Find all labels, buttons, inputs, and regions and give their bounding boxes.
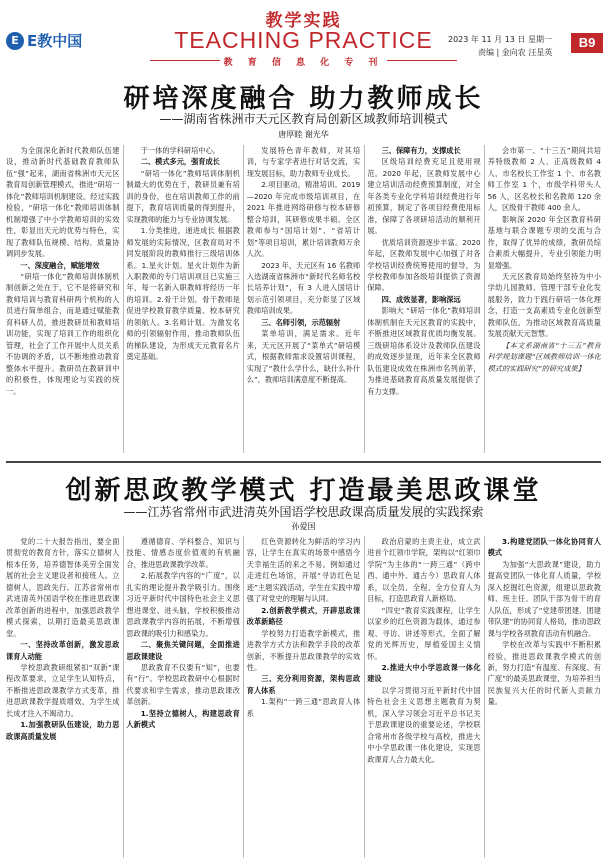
section-heading: 三、名师引领，示范辐射 <box>261 317 341 327</box>
column-rule <box>364 536 365 858</box>
section-heading: 四、成效显著，影响深远 <box>381 294 461 304</box>
paragraph: 影响深 2020 年全区教育科研基地与联合课题专项的交流与合作，取得了优异的成绩，教研员综合素质大幅提升，专业引领能力明显增强。 <box>487 214 601 270</box>
paragraph: 学校努力打造教学新模式，推进教学方式方法和教学手段的改革创新，不断提升思政课教学的实效性。 <box>246 628 361 672</box>
column-rule <box>484 536 485 858</box>
article1-column-4 <box>367 145 480 453</box>
article1-column-3 <box>247 145 360 453</box>
column-rule <box>243 536 244 858</box>
section-heading: 一、深度融合，赋能增效 <box>20 260 100 270</box>
paragraph: 2.拓展教学内容的“广度”，以扎实的理论提升教学吸引力。围绕习近平新时代中国特色社会主义思想进课堂、进头脑，学校积极推动思政课教学内容的拓展，不断增强思政课的吸引力和感染力。 <box>126 571 240 638</box>
paragraph: “研培一体化”教师培训体制机制最大的优势在于，教研员兼有培训的身份，也在培训教师工作的前提下，教育培训质量的得到提升，实现教师的能力与专业协调发展。 <box>126 168 240 224</box>
section-heading: 3.构建党团队一体化协同育人模式 <box>487 537 601 558</box>
page-number-badge: B9 <box>571 33 603 53</box>
column-rule <box>123 536 124 858</box>
article1-column-2 <box>126 145 239 453</box>
paragraph: 为全面深化新时代教师队伍建设，推动新时代基础教育教师队伍“强”起来，湖南省株洲市天元区教育局创新管理模式，推进“研培一体化”教师培训机制建设。经过实践检验，“研培一体化”教师培训体制机制增强了中小学教师培训的实效性，彰显出天元的优势与特色，实现了教师队伍规模、结构、质量协调同步发展。 <box>6 146 120 259</box>
column-rule <box>243 145 244 453</box>
paragraph: 优质培训资源逐步丰富。2020 年起，区教师发展中心加强了对各学校培训经费统筹使用的督导，为学校教师参加各级培训提供了资源保障。 <box>367 237 481 293</box>
paragraph: 1.分类推进，递进成长 根据教师发展的实际情况，区教育局对不同发展阶段的教师推行三级培训体系。1.星火计划。星火计划作为新入职教师的专门培训项目已实施三年，每一名新入职教师将经历一年的培训。2.骨干计划。骨干教师是促进学校教育教学质量、校本研究的领航人。3.名师计划。为激发名师的引领辐射作用，推动教师队伍的梯队建设，为形成天元教育名片奠定基础。 <box>126 226 240 362</box>
section-title-cn: 教学实践 <box>265 11 342 31</box>
article2-column-4 <box>367 536 480 858</box>
paragraph: “研培一体化”教师培训体制机制创新之处在于，它不是将研究和教师培训与教育科研两个机构的人员进行简单组合，而是通过赋能教育科研人员，推进教研员和教师培训功能，实现了培训工作的组织化管理，社会了工作开展中人员关系不协调的矛盾，以不断地推动教育整体水平提升。教研员在教研训中的积极性，体现理论与实践的统一。 <box>6 271 120 396</box>
paragraph: 于一体的学科研培中心。 <box>140 146 220 155</box>
section-heading: 1.加强教研队伍建设，助力思政课高质量发展 <box>6 720 120 741</box>
section-heading: 二、模式多元，强育成长 <box>140 157 220 167</box>
paragraph: 【本文系湖南省“十三五”教育科学规划课题“区域教师培训一体化模式的实践研究”的研究成果】 <box>487 340 601 373</box>
paragraph: 发展特色青年教师，对其培训，与专家学者进行对话交流，实现发展目标，助力教师专业成长。 <box>246 146 361 178</box>
article1-title: 研培深度融合 助力教师成长 <box>123 84 484 114</box>
paragraph: 影响大 “研培一体化”教师培训体制机制在天元区教育的实践中，不断推进区域教育优质均衡发展。三级研培体系设计及教师队伍建设的成效逐步显现，近年来全区教师队伍建设成效在株洲市名列前茅，为推进基础教育高质量发展提供了有力支撑。 <box>367 306 481 396</box>
article2-title: 创新思政教学模式 打造最美思政课堂 <box>65 476 542 506</box>
column-rule <box>123 145 124 453</box>
paragraph: “四史”教育实践课程，让学生以家乡的红色资源为载体，通过参观、寻访、讲述等形式，全面了解党的光辉历史，厚植爱国主义情怀。 <box>367 605 481 661</box>
paragraph: 党的二十大报告指出，要全面贯彻党的教育方针，落实立德树人根本任务，培养德智体美劳全面发展的社会主义建设者和接班人。立德树人，思政先行。江苏省常州市武进清英外国语学校在推进思政课改革创新的进程中，加强思政教学模式探索，以期打造最美思政课堂。 <box>6 537 120 638</box>
section-heading: 三、充分利用资源，架构思政育人体系 <box>246 674 361 695</box>
logo-icon: E <box>6 32 24 50</box>
paragraph: 遵循德育、学科整合、知识与技能、情感态度价值观的有机融合，推进思政课教学改革。 <box>126 537 240 569</box>
column-rule <box>484 145 485 453</box>
section-heading: 三、保障有力，支撑成长 <box>381 146 461 155</box>
article-divider <box>6 461 601 463</box>
article1-byline: 唐厚睦 谢光华 <box>278 130 329 139</box>
section-heading: 1.坚持立德树人，构建思政育人新模式 <box>126 708 240 730</box>
article2-subtitle: ——江苏省常州市武进清英外国语学校思政课高质量发展的实践探索 <box>123 505 484 519</box>
article2-column-1 <box>6 536 119 858</box>
paragraph: 政治启蒙的主责主业，成立武进首个红领巾学院，架构以“红领巾学院”为主体的“一跨三通”（跨中西、通中外、通古今）思政育人体系，以全员、全程、全方位育人为目标，打造思政育人新格局。 <box>367 537 481 604</box>
paragraph: 学校在改革与实践中不断积累经验，推进思政课教学模式的创新，努力打造“有温度、有深度、有广度”的最美思政课堂，为培养担当民族复兴大任的时代新人贡献力量。 <box>487 640 601 707</box>
section-heading: 一、坚持改革创新，激发思政课育人动能 <box>6 640 120 661</box>
article2-column-5 <box>488 536 601 858</box>
section-heading: 2.推进大中小学思政课一体化建设 <box>367 662 481 684</box>
section-heading: 2.创新教学模式，开辟思政课改革新路径 <box>246 605 361 627</box>
paragraph: 会市第一、“十三五”期间共培养特级教师 2 人、正高级教师 4 人、市名校长工作室 1 个、市名教师工作室 1 个，市级学科带头人 56 人，区名校长和名教师 120 余人，区级骨干教师 400 余人。 <box>487 146 601 213</box>
paragraph: 菜单培训，满足需求。近年来，天元区开展了“菜单式”研培模式，根据教师需求设置培训课程，实现了“教什么学什么，缺什么补什么”，教师培训满意度不断提高。 <box>246 329 361 385</box>
editors: 责编 | 金向农 汪星英 <box>478 48 553 57</box>
paragraph: 思政教育不仅要有“知”，也要有“行”。学校思政教研中心根据时代要求和学生需求，推动思政课改革创新。 <box>126 662 240 707</box>
paragraph: 学校思政教研组紧扣“双新”课程改革要求，立足学生认知特点，不断推进思政课教学方式变革，推进思政课教学提质增效，为学生成长成才注入不竭动力。 <box>6 662 120 718</box>
column-rule <box>364 145 365 453</box>
paragraph: 红色资源转化为鲜活的学习内容，让学生在真实的场景中感悟今天幸福生活的来之不易。例如通过走进红色场馆，开展“寻访红色足迹”主题实践活动，学生在实践中增强了对党史的理解与认同。 <box>246 537 361 604</box>
article2-column-2 <box>126 536 239 858</box>
issue-date: 2023 年 11 月 13 日 星期一 <box>448 35 552 44</box>
paragraph: 天元区教育局始终坚持为中小学幼儿园教师、管理干部专业化发展服务，致力于践行研培一体化理念，打造一支高素质专业化创新型教师队伍，为推动区域教育高质量发展贡献天元智慧。 <box>487 271 601 339</box>
article2-byline: 孙爱国 <box>291 522 316 531</box>
paragraph: 区级培训经费充足且使用规范。2020 年起，区教师发展中心建立培训活动经费预算制度，对全年各类专业化学科培训经费进行年初预算，制定了各项目经费使用标准，保障了各项研培活动的顺利开展。 <box>367 157 481 236</box>
paragraph: 以学习贯彻习近平新时代中国特色社会主义思想主题教育为契机，深入学习领会习近平总书记关于思政课建设的重要论述，学校联合常州市各级学校与高校，推进大中小学思政课一体化建设，实现思政课育人合力最大化。 <box>367 685 481 764</box>
paragraph: 2.项目驱动，精准培训。2019—2020 年完成市级培训项目，在 2021 年推进网络研修与校本研修整合培训，其研修成果丰硕。全区教师参与“国培计划”、“省培计划”等项目培训，累计培训教师万余人次。 <box>246 180 361 259</box>
section-heading: 二、聚焦关键问题，全面推进思政课建设 <box>126 640 240 661</box>
article1-column-5 <box>488 145 601 453</box>
masthead <box>0 0 607 70</box>
paragraph: 为加强“大思政课”建设，助力提高党团队一体化育人质量，学校深入挖掘红色资源，组建以思政教师、班主任、团队干部为骨干的育人队伍，形成了“党建带团建、团建带队建”的协同育人格局，推动思政课与学校各项教育活动有机融合。 <box>487 559 601 638</box>
paragraph: 1.架构“一跨三通”思政育人体系 <box>246 697 361 718</box>
article1-subtitle: ——湖南省株洲市天元区教育局创新区域教师培训模式 <box>159 112 448 126</box>
article1-column-1 <box>6 145 119 453</box>
logo-text: E教中国 <box>27 32 83 50</box>
article2-column-3 <box>247 536 360 858</box>
section-subtitle: 教 育 信 息 化 专 刊 <box>223 58 384 68</box>
paragraph: 2023 年，天元区有 16 名教师入选湖南省株洲市“新时代名师名校长培养计划”，有 3 人进入国培计划示范引领项目，充分彰显了区域教师培训成果。 <box>246 260 361 316</box>
section-title-en: TEACHING PRACTICE <box>174 27 433 53</box>
